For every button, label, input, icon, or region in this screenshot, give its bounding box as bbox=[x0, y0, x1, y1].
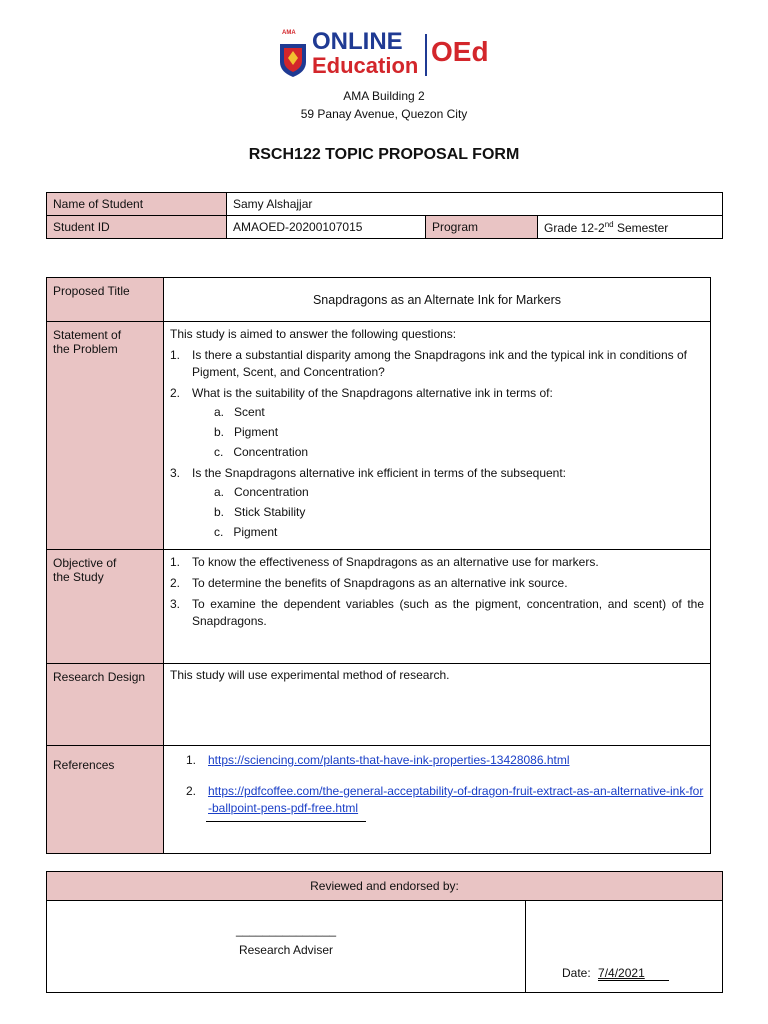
reference-link-1[interactable]: https://sciencing.com/plants-that-have-ink-properties-13428086.html bbox=[208, 753, 570, 767]
endorsement-table bbox=[46, 871, 723, 993]
list-item: b. Stick Stability bbox=[214, 505, 306, 519]
research-design-label: Research Design bbox=[47, 664, 164, 746]
date-label: Date: bbox=[562, 966, 591, 980]
research-design-value: This study will use experimental method of research. bbox=[164, 664, 711, 746]
date-value: 7/4/2021 bbox=[598, 966, 669, 981]
proposed-title-label: Proposed Title bbox=[47, 278, 164, 322]
student-info-table bbox=[46, 192, 723, 239]
logo-oed-text: OEd bbox=[431, 36, 489, 67]
reference-link-2[interactable]: https://pdfcoffee.com/the-general-acceptability-of-dragon-fruit-extract-as-an-alternative-ink-for-ballpoint-pens-pdf-free.html bbox=[208, 784, 704, 815]
name-label: Name of Student bbox=[47, 193, 227, 216]
endorsement-header: Reviewed and endorsed by: bbox=[47, 872, 723, 901]
list-item: 3. To examine the dependent variables (such as the pigment, concentration, and scent) of the Snapdragons. bbox=[170, 597, 704, 628]
list-item: a. Scent bbox=[214, 405, 265, 419]
logo-ama-text: AMA bbox=[282, 30, 296, 36]
student-id-label: Student ID bbox=[47, 216, 227, 239]
address-line-1: AMA Building 2 bbox=[343, 89, 425, 103]
program-label: Program bbox=[426, 216, 538, 239]
program-value: Grade 12-2nd Semester bbox=[538, 216, 723, 239]
list-item: 1. Is there a substantial disparity among the Snapdragons ink and the typical ink in conditions of Pigment, Scent, and Concentration? bbox=[170, 348, 687, 379]
references-content bbox=[164, 746, 711, 854]
proposal-table bbox=[46, 277, 711, 854]
signature-line: _______________ bbox=[235, 923, 337, 937]
problem-intro: This study is aimed to answer the following questions: bbox=[170, 327, 457, 341]
student-id-value: AMAOED-20200107015 bbox=[227, 216, 426, 239]
reference-underline bbox=[206, 821, 366, 822]
logo-online-text: ONLINE bbox=[312, 28, 403, 55]
list-item: 1. https://sciencing.com/plants-that-have-ink-properties-13428086.html bbox=[186, 753, 570, 767]
list-item: 2. To determine the benefits of Snapdragons as an alternative ink source. bbox=[170, 576, 568, 590]
adviser-cell bbox=[47, 901, 526, 993]
proposed-title-value: Snapdragons as an Alternate Ink for Markers bbox=[164, 278, 711, 322]
list-item: 2. https://pdfcoffee.com/the-general-acceptability-of-dragon-fruit-extract-as-an-alternative-ink-for-ballpoint-pens-pdf-free.html bbox=[186, 784, 704, 815]
list-item: 3. Is the Snapdragons alternative ink efficient in terms of the subsequent: a. Concentration b. Stick Stability c. Pigment bbox=[170, 465, 704, 541]
list-item: 2. What is the suitability of the Snapdragons alternative ink in terms of: a. Scent b. Pigment c. Concentration bbox=[170, 385, 704, 461]
form-title: RSCH122 TOPIC PROPOSAL FORM bbox=[248, 146, 520, 163]
list-item: 1. To know the effectiveness of Snapdragons as an alternative use for markers. bbox=[170, 555, 599, 569]
list-item: b. Pigment bbox=[214, 425, 279, 439]
date-cell bbox=[526, 901, 723, 993]
problem-label: Statement of the Problem bbox=[47, 322, 164, 550]
logo-divider bbox=[425, 34, 427, 76]
problem-content bbox=[164, 322, 711, 550]
list-item: a. Concentration bbox=[214, 485, 309, 499]
name-value: Samy Alshajjar bbox=[227, 193, 723, 216]
references-label: References bbox=[47, 746, 164, 854]
oed-logo bbox=[278, 30, 488, 82]
address-line-2: 59 Panay Avenue, Quezon City bbox=[300, 107, 468, 121]
adviser-label: Research Adviser bbox=[238, 943, 334, 957]
objective-label: Objective of the Study bbox=[47, 550, 164, 664]
list-item: c. Pigment bbox=[214, 525, 278, 539]
list-item: c. Concentration bbox=[214, 445, 309, 459]
logo-education-text: Education bbox=[312, 53, 419, 78]
objective-content bbox=[164, 550, 711, 664]
ama-seal-icon bbox=[278, 34, 308, 78]
